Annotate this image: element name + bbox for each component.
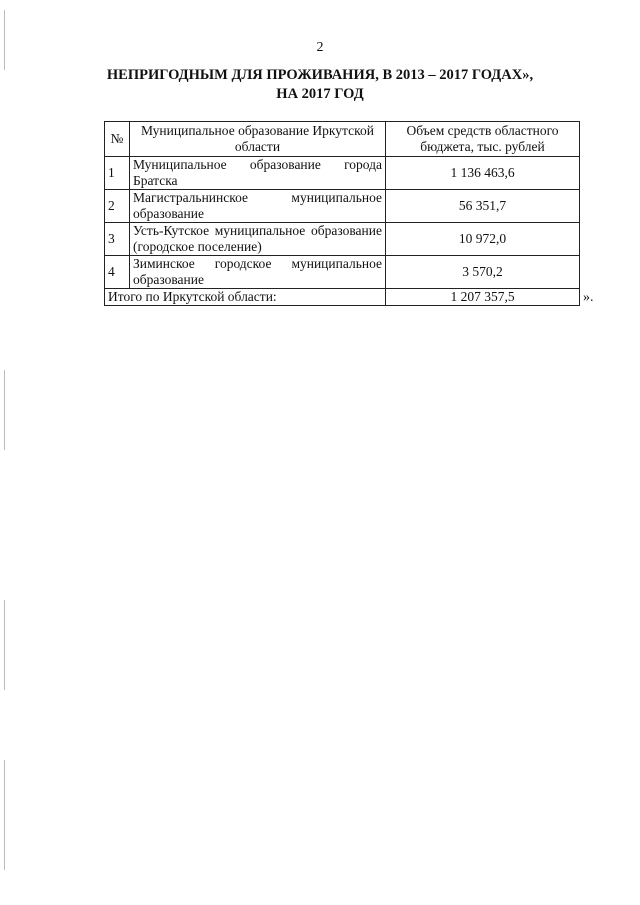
row-municipality: Муниципальное образование города Братска [130, 157, 386, 190]
row-number: 3 [105, 223, 130, 256]
total-label: Итого по Иркутской области: [105, 289, 386, 306]
row-amount: 3 570,2 [386, 256, 580, 289]
table-header-row [105, 122, 580, 157]
scan-edge-mark [4, 600, 5, 690]
row-amount: 10 972,0 [386, 223, 580, 256]
header-number: № [105, 122, 130, 157]
total-amount: 1 207 357,5 [386, 289, 580, 306]
page-number: 2 [316, 40, 324, 55]
table-total-row [105, 289, 580, 306]
table-row [105, 190, 580, 223]
header-municipality: Муниципальное образование Иркутской области [130, 122, 386, 157]
row-number: 4 [105, 256, 130, 289]
closing-quote-mark: ». [583, 290, 594, 305]
row-municipality: Зиминское городское муниципальное образование [130, 256, 386, 289]
table-row [105, 256, 580, 289]
scan-edge-mark [4, 760, 5, 870]
table-row [105, 157, 580, 190]
table-row [105, 223, 580, 256]
row-amount: 1 136 463,6 [386, 157, 580, 190]
row-number: 1 [105, 157, 130, 190]
row-amount: 56 351,7 [386, 190, 580, 223]
row-municipality: Магистральнинское муниципальное образование [130, 190, 386, 223]
funding-table [104, 121, 580, 306]
header-budget-amount: Объем средств областного бюджета, тыс. рублей [386, 122, 580, 157]
document-title: НЕПРИГОДНЫМ ДЛЯ ПРОЖИВАНИЯ, В 2013 – 2017 ГОДАХ», НА 2017 ГОД [106, 67, 534, 102]
scan-edge-mark [4, 370, 5, 450]
row-municipality: Усть-Кутское муниципальное образование (городское поселение) [130, 223, 386, 256]
row-number: 2 [105, 190, 130, 223]
